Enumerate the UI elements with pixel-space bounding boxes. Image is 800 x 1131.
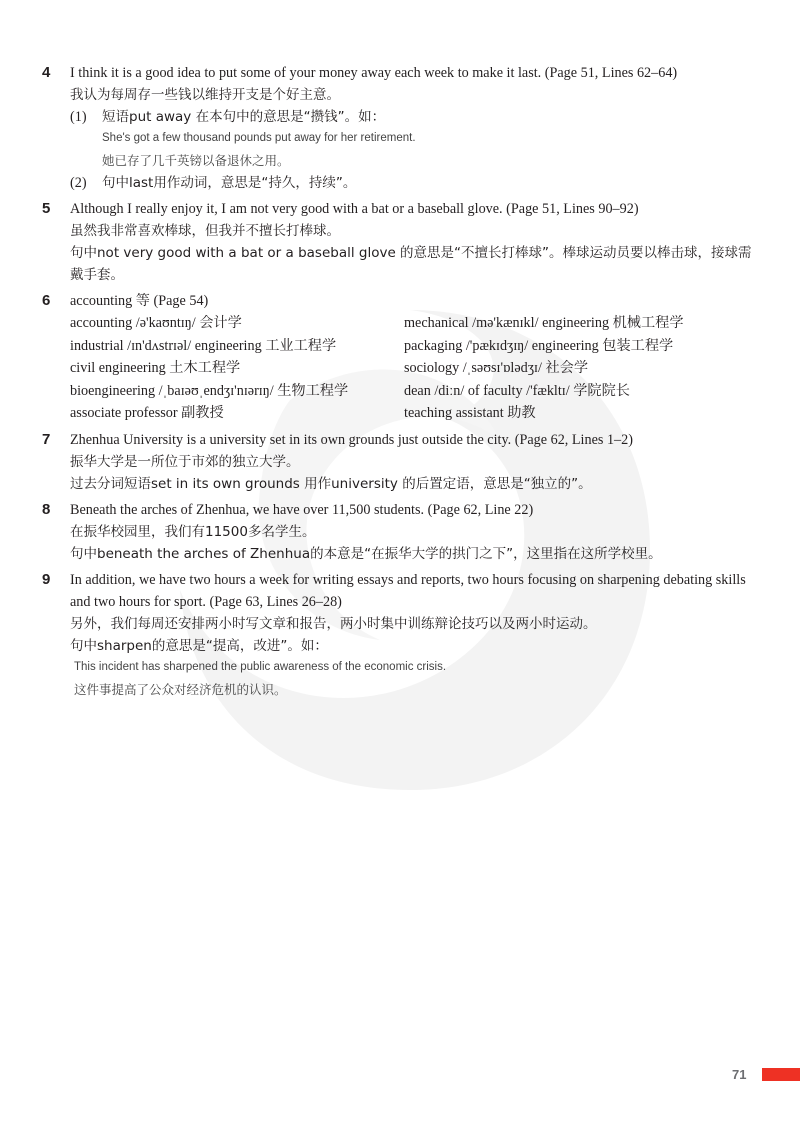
chinese-translation: 振华大学是一所位于市郊的独立大学。 (70, 453, 300, 470)
explanation-note: 句中sharpen的意思是“提高，改进”。如： (70, 637, 328, 654)
chinese-translation: 虽然我非常喜欢棒球，但我并不擅长打棒球。 (70, 223, 340, 239)
explanation-note: 句中beneath the arches of Zhenhua的本意是“在振华大学的拱门之下”，这里指在这所学校里。 (70, 545, 662, 562)
vocabulary-grid (70, 312, 762, 425)
notes-content (42, 62, 762, 703)
example-english: She's got a few thousand pounds put away for her retirement. (102, 132, 416, 144)
note-item-5 (42, 198, 762, 286)
example-chinese: 她已存了几千英镑以备退休之用。 (102, 153, 290, 168)
english-sentence: In addition, we have two hours a week for writing essays and reports, two hours focusing on sharpening debating skills and two hours for sport. (Page 63, Lines 26–28) (70, 571, 746, 610)
page-number: 71 (732, 1067, 747, 1082)
english-sentence: Although I really enjoy it, I am not very good with a bat or a baseball glove. (Page 51, Lines 90–92) (70, 201, 639, 217)
note-item-7 (42, 429, 762, 495)
english-sentence: accounting 等 (Page 54) (70, 293, 209, 309)
vocab-term: industrial /ɪn'dʌstrɪəl/ engineering 工业工程学 (70, 337, 337, 354)
chinese-translation: 在振华校园里，我们有11500多名学生。 (70, 523, 316, 540)
explanation-note: 过去分词短语set in its own grounds 用作university 的后置定语，意思是“独立的”。 (70, 475, 592, 492)
english-sentence: Beneath the arches of Zhenhua, we have over 11,500 students. (Page 62, Line 22) (70, 501, 534, 518)
page-number-accent-bar (762, 1068, 800, 1081)
sub-note (70, 172, 762, 194)
vocab-term: bioengineering /ˌbaɪəʊˌendʒɪ'nɪərɪŋ/ 生物工程学 (70, 382, 349, 399)
vocab-term: associate professor 副教授 (70, 405, 224, 421)
sub-note-label: (2) (70, 175, 87, 191)
vocab-term: civil engineering 土木工程学 (70, 360, 241, 376)
sub-note-text: 句中last用作动词，意思是“持久，持续”。 (102, 175, 357, 191)
vocab-term: dean /diːn/ of faculty /'fækltɪ/ 学院院长 (404, 382, 630, 399)
note-item-6 (42, 290, 762, 425)
item-number: 6 (42, 292, 51, 309)
item-number: 8 (42, 500, 51, 518)
vocab-term: teaching assistant 助教 (404, 405, 536, 421)
example-english: This incident has sharpened the public awareness of the economic crisis. (74, 660, 447, 673)
item-number: 9 (42, 570, 51, 588)
item-number: 4 (42, 64, 51, 81)
vocab-term: packaging /'pækɪdʒɪŋ/ engineering 包装工程学 (404, 337, 674, 354)
english-sentence: I think it is a good idea to put some of your money away each week to make it last. (Page 51, Lines 62–64) (70, 65, 678, 81)
item-number: 7 (42, 430, 51, 448)
chinese-translation: 另外，我们每周还安排两小时写文章和报告，两小时集中训练辩论技巧以及两小时运动。 (70, 615, 597, 632)
sub-note-text: 短语put away 在本句中的意思是“攒钱”。如： (102, 109, 386, 125)
item-number: 5 (42, 200, 51, 217)
note-item-4 (42, 62, 762, 194)
vocab-term: accounting /ə'kaʊntɪŋ/ 会计学 (70, 315, 242, 331)
chinese-translation: 我认为每周存一些钱以维持开支是个好主意。 (70, 87, 340, 103)
vocab-term: sociology /ˌsəʊsɪ'ɒlədʒɪ/ 社会学 (404, 360, 589, 376)
sub-note (70, 106, 762, 128)
sub-note-label: (1) (70, 109, 87, 125)
example-chinese: 这件事提高了公众对经济危机的认识。 (74, 681, 287, 697)
note-item-9 (42, 569, 762, 701)
vocab-term: mechanical /mə'kænɪkl/ engineering 机械工程学 (404, 315, 684, 331)
explanation-note: 句中not very good with a bat or a baseball glove 的意思是“不擅长打棒球”。棒球运动员要以棒击球，接球需戴手套。 (70, 245, 752, 283)
english-sentence: Zhenhua University is a university set in its own grounds just outside the city. (Page 62, Lines 1–2) (70, 431, 633, 448)
note-item-8 (42, 499, 762, 565)
